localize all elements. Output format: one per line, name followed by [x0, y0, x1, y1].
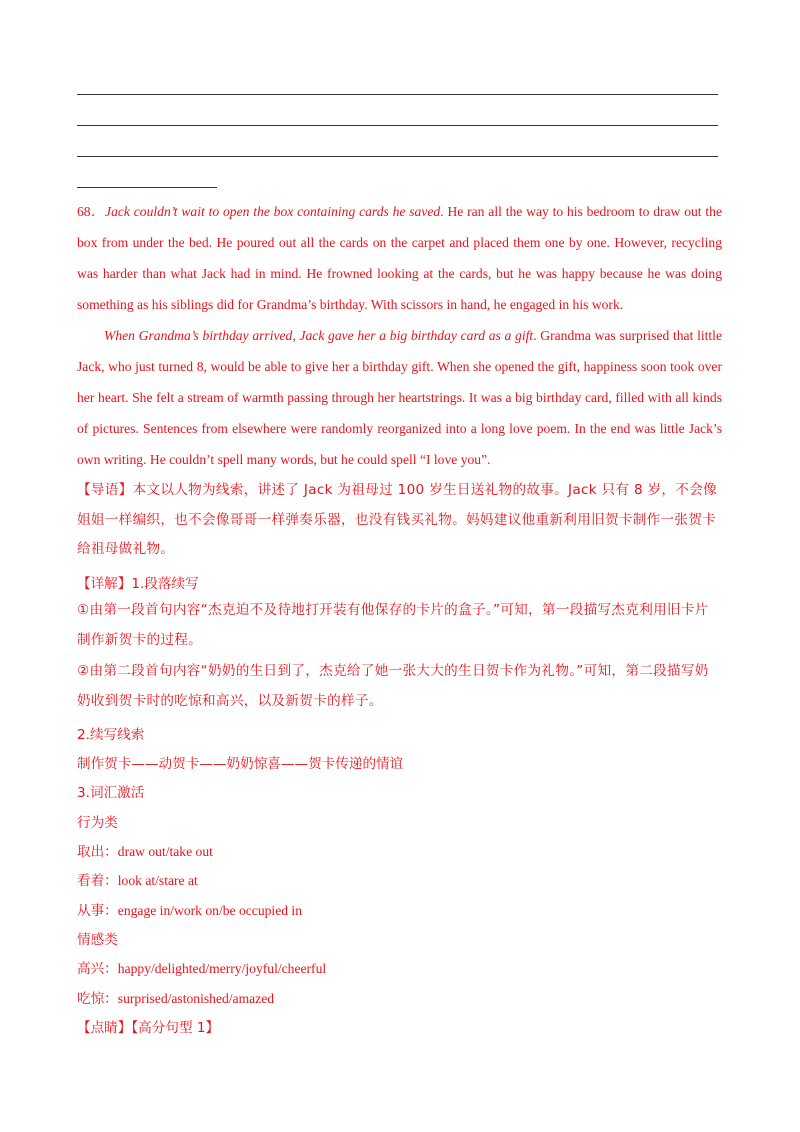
vocab-row-take-out — [77, 840, 213, 860]
paragraph-2-body: . Grandma was surprised that little Jack, who just turned 8, would be able to give her a birthday gift. When she opened the gift, happiness soon took over her heart. She felt a stream of warmth passing through her heartstrings. It was a big birthday card, filled with all kinds of pictures. Sentences from elsewhere were randomly reorganized into a long love poem. In the end was little Jack’s own writing. He couldn’t spell many words, but he could spell “I love you”. — [77, 328, 722, 467]
paragraph-1-body: . He ran all the way to his bedroom to draw out the box from under the bed. He poured out all the cards on the carpet and placed them one by one. However, recycling was harder than what Jack had in mind. He frowned looking at the cards, but he was happy because he was doing something as his siblings did for Grandma’s birthday. With scissors in hand, he engaged in his work. — [77, 204, 722, 312]
clue-text: 制作贺卡——动贺卡——奶奶惊喜——贺卡传递的情谊 — [77, 756, 404, 772]
vocab-words: draw out/take out — [117, 844, 213, 859]
vocab-row-engage — [77, 899, 302, 919]
answer-paragraph-2 — [77, 320, 722, 475]
vocab-label: 吃惊： — [77, 991, 118, 1007]
category-action: 行为类 — [77, 815, 118, 831]
analysis-point-2: ②由第二段首句内容“奶奶的生日到了，杰克给了她一张大大的生日贺卡作为礼物。”可知，第二段描写奶奶收到贺卡时的吃惊和高兴，以及新贺卡的样子。 — [77, 663, 709, 709]
detail-title: 【详解】1.段落续写 — [77, 576, 199, 592]
question-number: 68． — [77, 204, 106, 219]
vocab-row-surprised — [77, 987, 274, 1007]
paragraph-2-lead: When Grandma’s birthday arrived, Jack gave her a big birthday card as a gift — [104, 328, 534, 343]
vocab-label: 从事： — [77, 903, 118, 919]
paragraph-1-lead: Jack couldn’t wait to open the box containing cards he saved — [105, 204, 441, 219]
vocab-words: happy/delighted/merry/joyful/cheerful — [117, 961, 327, 976]
clue-title: 2.续写线索 — [77, 727, 145, 743]
vocab-words: surprised/astonished/amazed — [117, 991, 275, 1006]
vocab-row-look-at — [77, 869, 198, 889]
vocab-row-happy — [77, 957, 326, 977]
answer-line-3 — [77, 156, 718, 157]
analysis-point-1: ①由第一段首句内容“杰克迫不及待地打开装有他保存的卡片的盒子。”可知，第一段描写杰克利用旧卡片制作新贺卡的过程。 — [77, 602, 709, 648]
vocab-words: engage in/work on/be occupied in — [117, 903, 302, 918]
category-emotion: 情感类 — [77, 932, 118, 948]
vocab-label: 看着： — [77, 873, 118, 889]
guide-text: 【导语】本文以人物为线索，讲述了 Jack 为祖母过 100 岁生日送礼物的故事。Jack 只有 8 岁，不会像姐姐一样编织，也不会像哥哥一样弹奏乐器，也没有钱买礼物。妈妈建议他重新利用旧贺卡制作一张贺卡给祖母做礼物。 — [77, 482, 717, 557]
answer-line-short — [77, 187, 217, 188]
vocab-label: 取出： — [77, 844, 118, 860]
vocab-label: 高兴： — [77, 961, 118, 977]
answer-line-2 — [77, 125, 718, 126]
comment-title: 【点睛】【高分句型 1】 — [77, 1020, 220, 1036]
answer-paragraph-1 — [77, 196, 722, 320]
vocab-title: 3.词汇激活 — [77, 785, 145, 801]
answer-line-1 — [77, 94, 718, 95]
vocab-words: look at/stare at — [117, 873, 198, 888]
